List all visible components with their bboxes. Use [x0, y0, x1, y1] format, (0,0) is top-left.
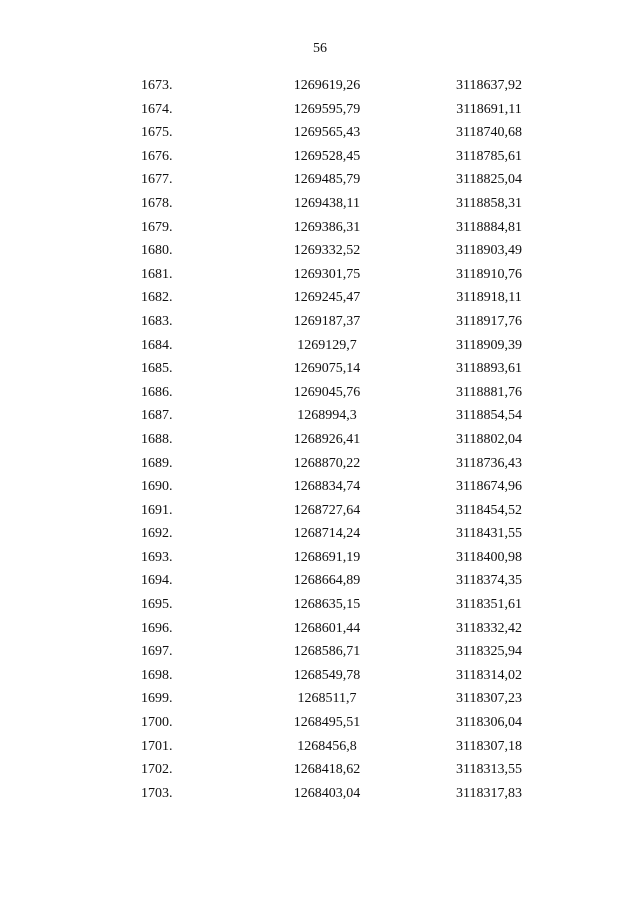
- x-coordinate-cell: 1268495,51: [293, 715, 361, 731]
- table-row: [0, 569, 640, 593]
- table-row: [0, 475, 640, 499]
- x-coordinate-cell: 1269332,52: [293, 243, 361, 259]
- y-coordinate-cell: 3118454,52: [456, 502, 522, 518]
- point-number-cell: 1700.: [141, 715, 173, 731]
- y-coordinate-cell: 3118785,61: [456, 148, 522, 164]
- y-coordinate-cell: 3118325,94: [456, 644, 522, 660]
- y-coordinate-cell: 3118317,83: [456, 785, 522, 801]
- table-row: [0, 758, 640, 782]
- y-coordinate-cell: 3118674,96: [456, 479, 522, 495]
- x-coordinate-cell: 1269438,11: [294, 195, 360, 211]
- x-coordinate-cell: 1268664,89: [293, 573, 361, 589]
- y-coordinate-cell: 3118881,76: [456, 384, 522, 400]
- point-number-cell: 1701.: [141, 738, 173, 754]
- table-row: [0, 593, 640, 617]
- y-coordinate-cell: 3118903,49: [456, 243, 522, 259]
- y-coordinate-cell: 3118736,43: [456, 455, 522, 471]
- x-coordinate-cell: 1268727,64: [293, 502, 361, 518]
- table-row: [0, 617, 640, 641]
- table-row: [0, 98, 640, 122]
- coordinates-table: [0, 74, 640, 805]
- x-coordinate-cell: 1268403,04: [293, 785, 361, 801]
- y-coordinate-cell: 3118400,98: [456, 549, 522, 565]
- x-coordinate-cell: 1268635,15: [293, 597, 361, 613]
- table-row: [0, 192, 640, 216]
- table-row: [0, 334, 640, 358]
- table-row: [0, 640, 640, 664]
- x-coordinate-cell: 1269485,79: [293, 172, 361, 188]
- x-coordinate-cell: 1269528,45: [293, 148, 361, 164]
- point-number-cell: 1693.: [141, 549, 173, 565]
- point-number-cell: 1680.: [141, 243, 173, 259]
- point-number-cell: 1677.: [141, 172, 173, 188]
- table-row: [0, 404, 640, 428]
- point-number-cell: 1678.: [141, 195, 173, 211]
- x-coordinate-cell: 1269045,76: [293, 384, 361, 400]
- y-coordinate-cell: 3118917,76: [456, 313, 522, 329]
- x-coordinate-cell: 1269595,79: [293, 101, 361, 117]
- y-coordinate-cell: 3118431,55: [456, 526, 522, 542]
- x-coordinate-cell: 1268456,8: [297, 738, 357, 754]
- table-row: [0, 546, 640, 570]
- point-number-cell: 1699.: [141, 691, 173, 707]
- point-number-cell: 1702.: [141, 762, 173, 778]
- y-coordinate-cell: 3118306,04: [456, 715, 522, 731]
- y-coordinate-cell: 3118374,35: [456, 573, 522, 589]
- y-coordinate-cell: 3118637,92: [456, 78, 522, 93]
- point-number-cell: 1676.: [141, 148, 173, 164]
- point-number-cell: 1681.: [141, 266, 173, 282]
- x-coordinate-cell: 1268691,19: [293, 549, 361, 565]
- table-row: [0, 428, 640, 452]
- point-number-cell: 1694.: [141, 573, 173, 589]
- y-coordinate-cell: 3118314,02: [456, 667, 522, 683]
- x-coordinate-cell: 1269129,7: [297, 337, 357, 353]
- point-number-cell: 1673.: [141, 78, 173, 93]
- point-number-cell: 1695.: [141, 597, 173, 613]
- point-number-cell: 1688.: [141, 431, 173, 447]
- table-row: [0, 74, 640, 98]
- x-coordinate-cell: 1269075,14: [293, 361, 361, 377]
- y-coordinate-cell: 3118893,61: [456, 361, 522, 377]
- table-row: [0, 452, 640, 476]
- x-coordinate-cell: 1268418,62: [293, 762, 361, 778]
- table-row: [0, 522, 640, 546]
- table-row: [0, 121, 640, 145]
- point-number-cell: 1692.: [141, 526, 173, 542]
- y-coordinate-cell: 3118313,55: [456, 762, 522, 778]
- x-coordinate-cell: 1268714,24: [293, 526, 361, 542]
- table-row: [0, 310, 640, 334]
- x-coordinate-cell: 1268834,74: [293, 479, 361, 495]
- point-number-cell: 1679.: [141, 219, 173, 235]
- point-number-cell: 1683.: [141, 313, 173, 329]
- y-coordinate-cell: 3118740,68: [456, 125, 522, 141]
- y-coordinate-cell: 3118910,76: [456, 266, 522, 282]
- point-number-cell: 1686.: [141, 384, 173, 400]
- table-row: [0, 664, 640, 688]
- point-number-cell: 1685.: [141, 361, 173, 377]
- table-row: [0, 687, 640, 711]
- y-coordinate-cell: 3118332,42: [456, 620, 522, 636]
- x-coordinate-cell: 1269619,26: [293, 78, 361, 93]
- y-coordinate-cell: 3118884,81: [456, 219, 522, 235]
- x-coordinate-cell: 1269386,31: [293, 219, 361, 235]
- point-number-cell: 1675.: [141, 125, 173, 141]
- y-coordinate-cell: 3118691,11: [456, 101, 522, 117]
- point-number-cell: 1689.: [141, 455, 173, 471]
- table-row: [0, 711, 640, 735]
- y-coordinate-cell: 3118825,04: [456, 172, 522, 188]
- x-coordinate-cell: 1268926,41: [293, 431, 361, 447]
- table-row: [0, 782, 640, 806]
- table-row: [0, 357, 640, 381]
- y-coordinate-cell: 3118307,23: [456, 691, 522, 707]
- point-number-cell: 1687.: [141, 408, 173, 424]
- table-row: [0, 381, 640, 405]
- x-coordinate-cell: 1268586,71: [293, 644, 361, 660]
- point-number-cell: 1698.: [141, 667, 173, 683]
- table-row: [0, 735, 640, 759]
- x-coordinate-cell: 1268870,22: [293, 455, 361, 471]
- table-row: [0, 145, 640, 169]
- point-number-cell: 1690.: [141, 479, 173, 495]
- point-number-cell: 1697.: [141, 644, 173, 660]
- x-coordinate-cell: 1268511,7: [297, 691, 357, 707]
- y-coordinate-cell: 3118918,11: [456, 290, 522, 306]
- x-coordinate-cell: 1269565,43: [293, 125, 361, 141]
- point-number-cell: 1691.: [141, 502, 173, 518]
- y-coordinate-cell: 3118909,39: [456, 337, 522, 353]
- point-number-cell: 1703.: [141, 785, 173, 801]
- x-coordinate-cell: 1268994,3: [297, 408, 357, 424]
- x-coordinate-cell: 1269187,37: [293, 313, 361, 329]
- point-number-cell: 1682.: [141, 290, 173, 306]
- y-coordinate-cell: 3118802,04: [456, 431, 522, 447]
- table-row: [0, 168, 640, 192]
- point-number-cell: 1684.: [141, 337, 173, 353]
- table-row: [0, 499, 640, 523]
- x-coordinate-cell: 1268601,44: [293, 620, 361, 636]
- page-number: 56: [313, 41, 327, 56]
- table-row: [0, 263, 640, 287]
- y-coordinate-cell: 3118854,54: [456, 408, 522, 424]
- table-row: [0, 216, 640, 240]
- y-coordinate-cell: 3118858,31: [456, 195, 522, 211]
- y-coordinate-cell: 3118351,61: [456, 597, 522, 613]
- x-coordinate-cell: 1269245,47: [293, 290, 361, 306]
- point-number-cell: 1696.: [141, 620, 173, 636]
- point-number-cell: 1674.: [141, 101, 173, 117]
- table-row: [0, 239, 640, 263]
- x-coordinate-cell: 1269301,75: [293, 266, 361, 282]
- y-coordinate-cell: 3118307,18: [456, 738, 522, 754]
- table-row: [0, 286, 640, 310]
- x-coordinate-cell: 1268549,78: [293, 667, 361, 683]
